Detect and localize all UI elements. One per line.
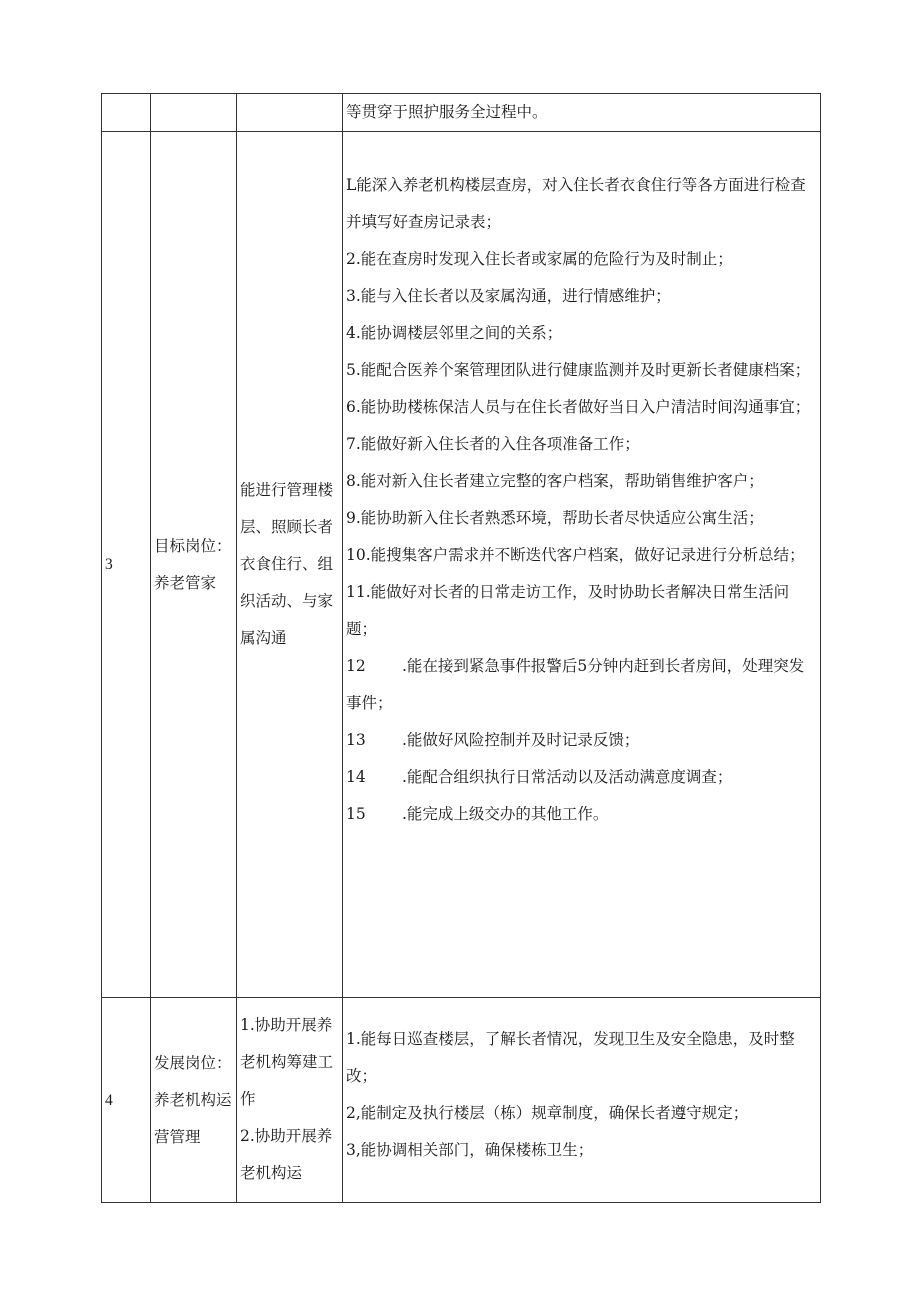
task-text: .能配合组织执行日常活动以及活动满意度调查； [402, 768, 733, 786]
category-item: 2.协助开展养老机构运 [240, 1127, 333, 1182]
task-item [346, 648, 817, 722]
task-item: 10.能搜集客户需求并不断迭代客户档案，做好记录进行分析总结； [346, 546, 805, 564]
table-row [102, 998, 821, 1203]
position-cell: 目标岗位：养老管家 [151, 132, 237, 998]
task-text: 等贯穿于照护服务全过程中。 [346, 103, 548, 121]
number-cell: 4 [102, 998, 151, 1203]
task-list [346, 167, 817, 833]
table-row [102, 94, 821, 132]
category-cell [237, 94, 343, 132]
job-table [101, 93, 821, 1203]
task-text: .能做好风险控制并及时记录反馈； [402, 731, 640, 749]
task-item: 5.能配合医养个案管理团队进行健康监测并及时更新长者健康档案； [346, 361, 811, 379]
task-item: 3.能与入住长者以及家属沟通，进行情感维护； [346, 287, 671, 305]
task-cell [343, 94, 821, 132]
task-item [346, 796, 817, 833]
category-cell: 能进行管理楼层、照顾长者衣食住行、组织活动、与家属沟通 [237, 132, 343, 998]
task-cell [343, 998, 821, 1203]
category-list [240, 1007, 339, 1192]
task-item: 7.能做好新入住长者的入住各项准备工作； [346, 435, 640, 453]
task-number: 12 [346, 657, 366, 675]
task-number: 14 [346, 768, 366, 786]
task-item: L能深入养老机构楼层查房，对入住长者衣食住行等各方面进行检查并填写好查房记录表； [346, 176, 806, 231]
task-list [346, 1021, 817, 1169]
task-item: 9.能协助新入住长者熟悉环境，帮助长者尽快适应公寓生活； [346, 509, 764, 527]
number-cell [102, 94, 151, 132]
position-cell [151, 94, 237, 132]
category-item: 1.协助开展养老机构筹建工作 [240, 1016, 334, 1108]
task-item: 2.能在查房时发现入住长者或家属的危险行为及时制止； [346, 250, 733, 268]
task-item: 2,能制定及执行楼层（栋）规章制度，确保长者遵守规定； [346, 1104, 749, 1122]
number-cell: 3 [102, 132, 151, 998]
task-text: .能完成上级交办的其他工作。 [402, 805, 609, 823]
table-row [102, 132, 821, 998]
task-item [346, 722, 817, 759]
position-cell: 发展岗位：养老机构运营管理 [151, 998, 237, 1203]
task-item: 4.能协调楼层邻里之间的关系； [346, 324, 563, 342]
task-item: 11.能做好对长者的日常走访工作，及时协助长者解决日常生活问题； [346, 583, 790, 638]
task-item: 1.能每日巡查楼层，了解长者情况，发现卫生及安全隐患，及时整改； [346, 1030, 795, 1085]
task-number: 15 [346, 805, 366, 823]
task-cell [343, 132, 821, 998]
task-text: .能在接到紧急事件报警后5分钟内赶到长者房间，处理突发事件； [346, 657, 805, 712]
task-number: 13 [346, 731, 366, 749]
task-item: 6.能协助楼栋保洁人员与在住长者做好当日入户清洁时间沟通事宜； [346, 398, 811, 416]
task-item: 3,能协调相关部门，确保楼栋卫生； [346, 1141, 594, 1159]
task-item [346, 759, 817, 796]
task-item: 8.能对新入住长者建立完整的客户档案，帮助销售维护客户； [346, 472, 764, 490]
category-cell [237, 998, 343, 1203]
